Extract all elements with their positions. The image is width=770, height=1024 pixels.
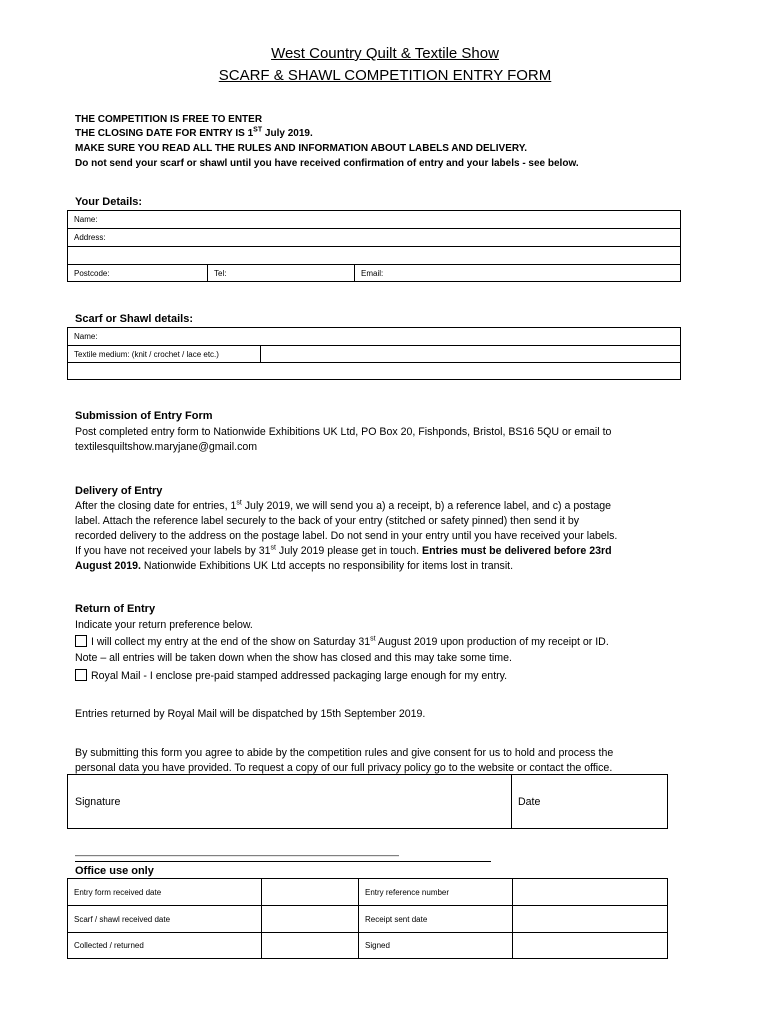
office-signed-field[interactable]	[513, 933, 667, 958]
submission-heading: Submission of Entry Form	[75, 410, 213, 422]
consent-text-1: By submitting this form you agree to abide by the competition rules and give consent for us to hold and process the	[75, 747, 614, 759]
office-receipt-sent-field[interactable]	[513, 906, 667, 932]
consent-text-2: personal data you have provided. To request a copy of our full privacy policy go to the website or contact the office.	[75, 762, 613, 774]
signature-field[interactable]	[68, 775, 512, 828]
textile-medium-label: Textile medium: (knit / crochet / lace etc.)	[74, 350, 219, 359]
office-entry-received-field[interactable]	[262, 879, 358, 905]
office-collected-field[interactable]	[262, 933, 358, 958]
office-table	[67, 878, 668, 959]
address-line-2-field[interactable]	[68, 247, 680, 265]
office-label-entry-received: Entry form received date	[74, 888, 162, 897]
scarf-details-table	[67, 327, 681, 380]
collect-checkbox[interactable]	[75, 635, 87, 647]
delivery-text-1: After the closing date for entries, 1st July 2019, we will send you a) a receipt, b) a reference label, and c) a postage	[75, 499, 612, 512]
scarf-name-label: Name:	[74, 332, 98, 341]
signature-label: Signature	[75, 796, 121, 808]
intro-rules: MAKE SURE YOU READ ALL THE RULES AND INFORMATION ABOUT LABELS AND DELIVERY.	[75, 143, 528, 154]
delivery-text-5: August 2019. Nationwide Exhibitions UK Ltd accepts no responsibility for items lost in transit.	[75, 560, 514, 572]
return-heading: Return of Entry	[75, 603, 156, 615]
address-label: Address:	[74, 233, 106, 242]
return-instruction: Indicate your return preference below.	[75, 619, 253, 631]
your-details-heading: Your Details:	[75, 196, 143, 208]
email-label: Email:	[361, 269, 384, 278]
textile-medium-label-cell	[68, 346, 261, 363]
intro-closing-date: THE CLOSING DATE FOR ENTRY IS 1ST July 2019.	[75, 126, 313, 139]
intro-free: THE COMPETITION IS FREE TO ENTER	[75, 114, 263, 125]
signature-table	[67, 774, 668, 829]
delivery-text-3: recorded delivery to the address on the postage label. Do not send in your entry until you have received your labels.	[75, 530, 618, 542]
delivery-heading: Delivery of Entry	[75, 485, 163, 497]
office-heading: Office use only	[75, 865, 154, 877]
address-field[interactable]	[68, 229, 680, 247]
delivery-text-4: If you have not received your labels by 31st July 2019 please get in touch. Entries must be delivered before 23rd	[75, 544, 612, 557]
date-label: Date	[518, 796, 541, 808]
delivery-text-2: label. Attach the reference label securely to the back of your entry (stitched or safety pinned) then send it by	[75, 515, 580, 527]
return-note: Note – all entries will be taken down when the show has closed and this may take some time.	[75, 652, 512, 664]
submission-email: textilesquiltshow.maryjane@gmail.com	[75, 441, 258, 453]
scarf-details-heading: Scarf or Shawl details:	[75, 313, 193, 325]
name-label: Name:	[74, 215, 98, 224]
tel-field[interactable]	[208, 265, 355, 282]
postcode-field[interactable]	[68, 265, 208, 282]
office-rule-text: ————————————————————————————————————	[75, 850, 399, 860]
postcode-label: Postcode:	[74, 269, 110, 278]
email-field[interactable]	[355, 265, 680, 282]
textile-medium-field[interactable]	[261, 346, 680, 363]
return-option-collect: I will collect my entry at the end of the show on Saturday 31st August 2019 upon production of my receipt or ID.	[75, 635, 690, 650]
return-option-royal-mail: Royal Mail - I enclose pre-paid stamped addressed packaging large enough for my entry.	[75, 669, 690, 684]
your-details-table	[67, 210, 681, 282]
form-title: West Country Quilt & Textile Show	[271, 45, 499, 62]
submission-text-1: Post completed entry form to Nationwide Exhibitions UK Ltd, PO Box 20, Fishponds, Bristol, BS16 5QU or email to	[75, 426, 612, 438]
office-entry-reference-field[interactable]	[513, 879, 667, 905]
office-scarf-received-field[interactable]	[262, 906, 358, 932]
office-label-signed: Signed	[365, 941, 390, 950]
office-divider	[75, 861, 491, 862]
royal-mail-checkbox[interactable]	[75, 669, 87, 681]
scarf-extra-field[interactable]	[68, 363, 680, 379]
form-subtitle: SCARF & SHAWL COMPETITION ENTRY FORM	[218, 67, 552, 84]
office-label-scarf-received: Scarf / shawl received date	[74, 915, 171, 924]
scarf-name-field[interactable]	[68, 328, 680, 346]
dispatch-text: Entries returned by Royal Mail will be dispatched by 15th September 2019.	[75, 708, 426, 720]
office-label-receipt-sent: Receipt sent date	[365, 915, 428, 924]
intro-warning: Do not send your scarf or shawl until you have received confirmation of entry and your labels - see below.	[75, 158, 579, 169]
office-label-collected: Collected / returned	[74, 941, 144, 950]
date-field[interactable]	[512, 775, 667, 828]
name-field[interactable]	[68, 211, 680, 229]
tel-label: Tel:	[214, 269, 227, 278]
office-label-entry-reference: Entry reference number	[365, 888, 450, 897]
